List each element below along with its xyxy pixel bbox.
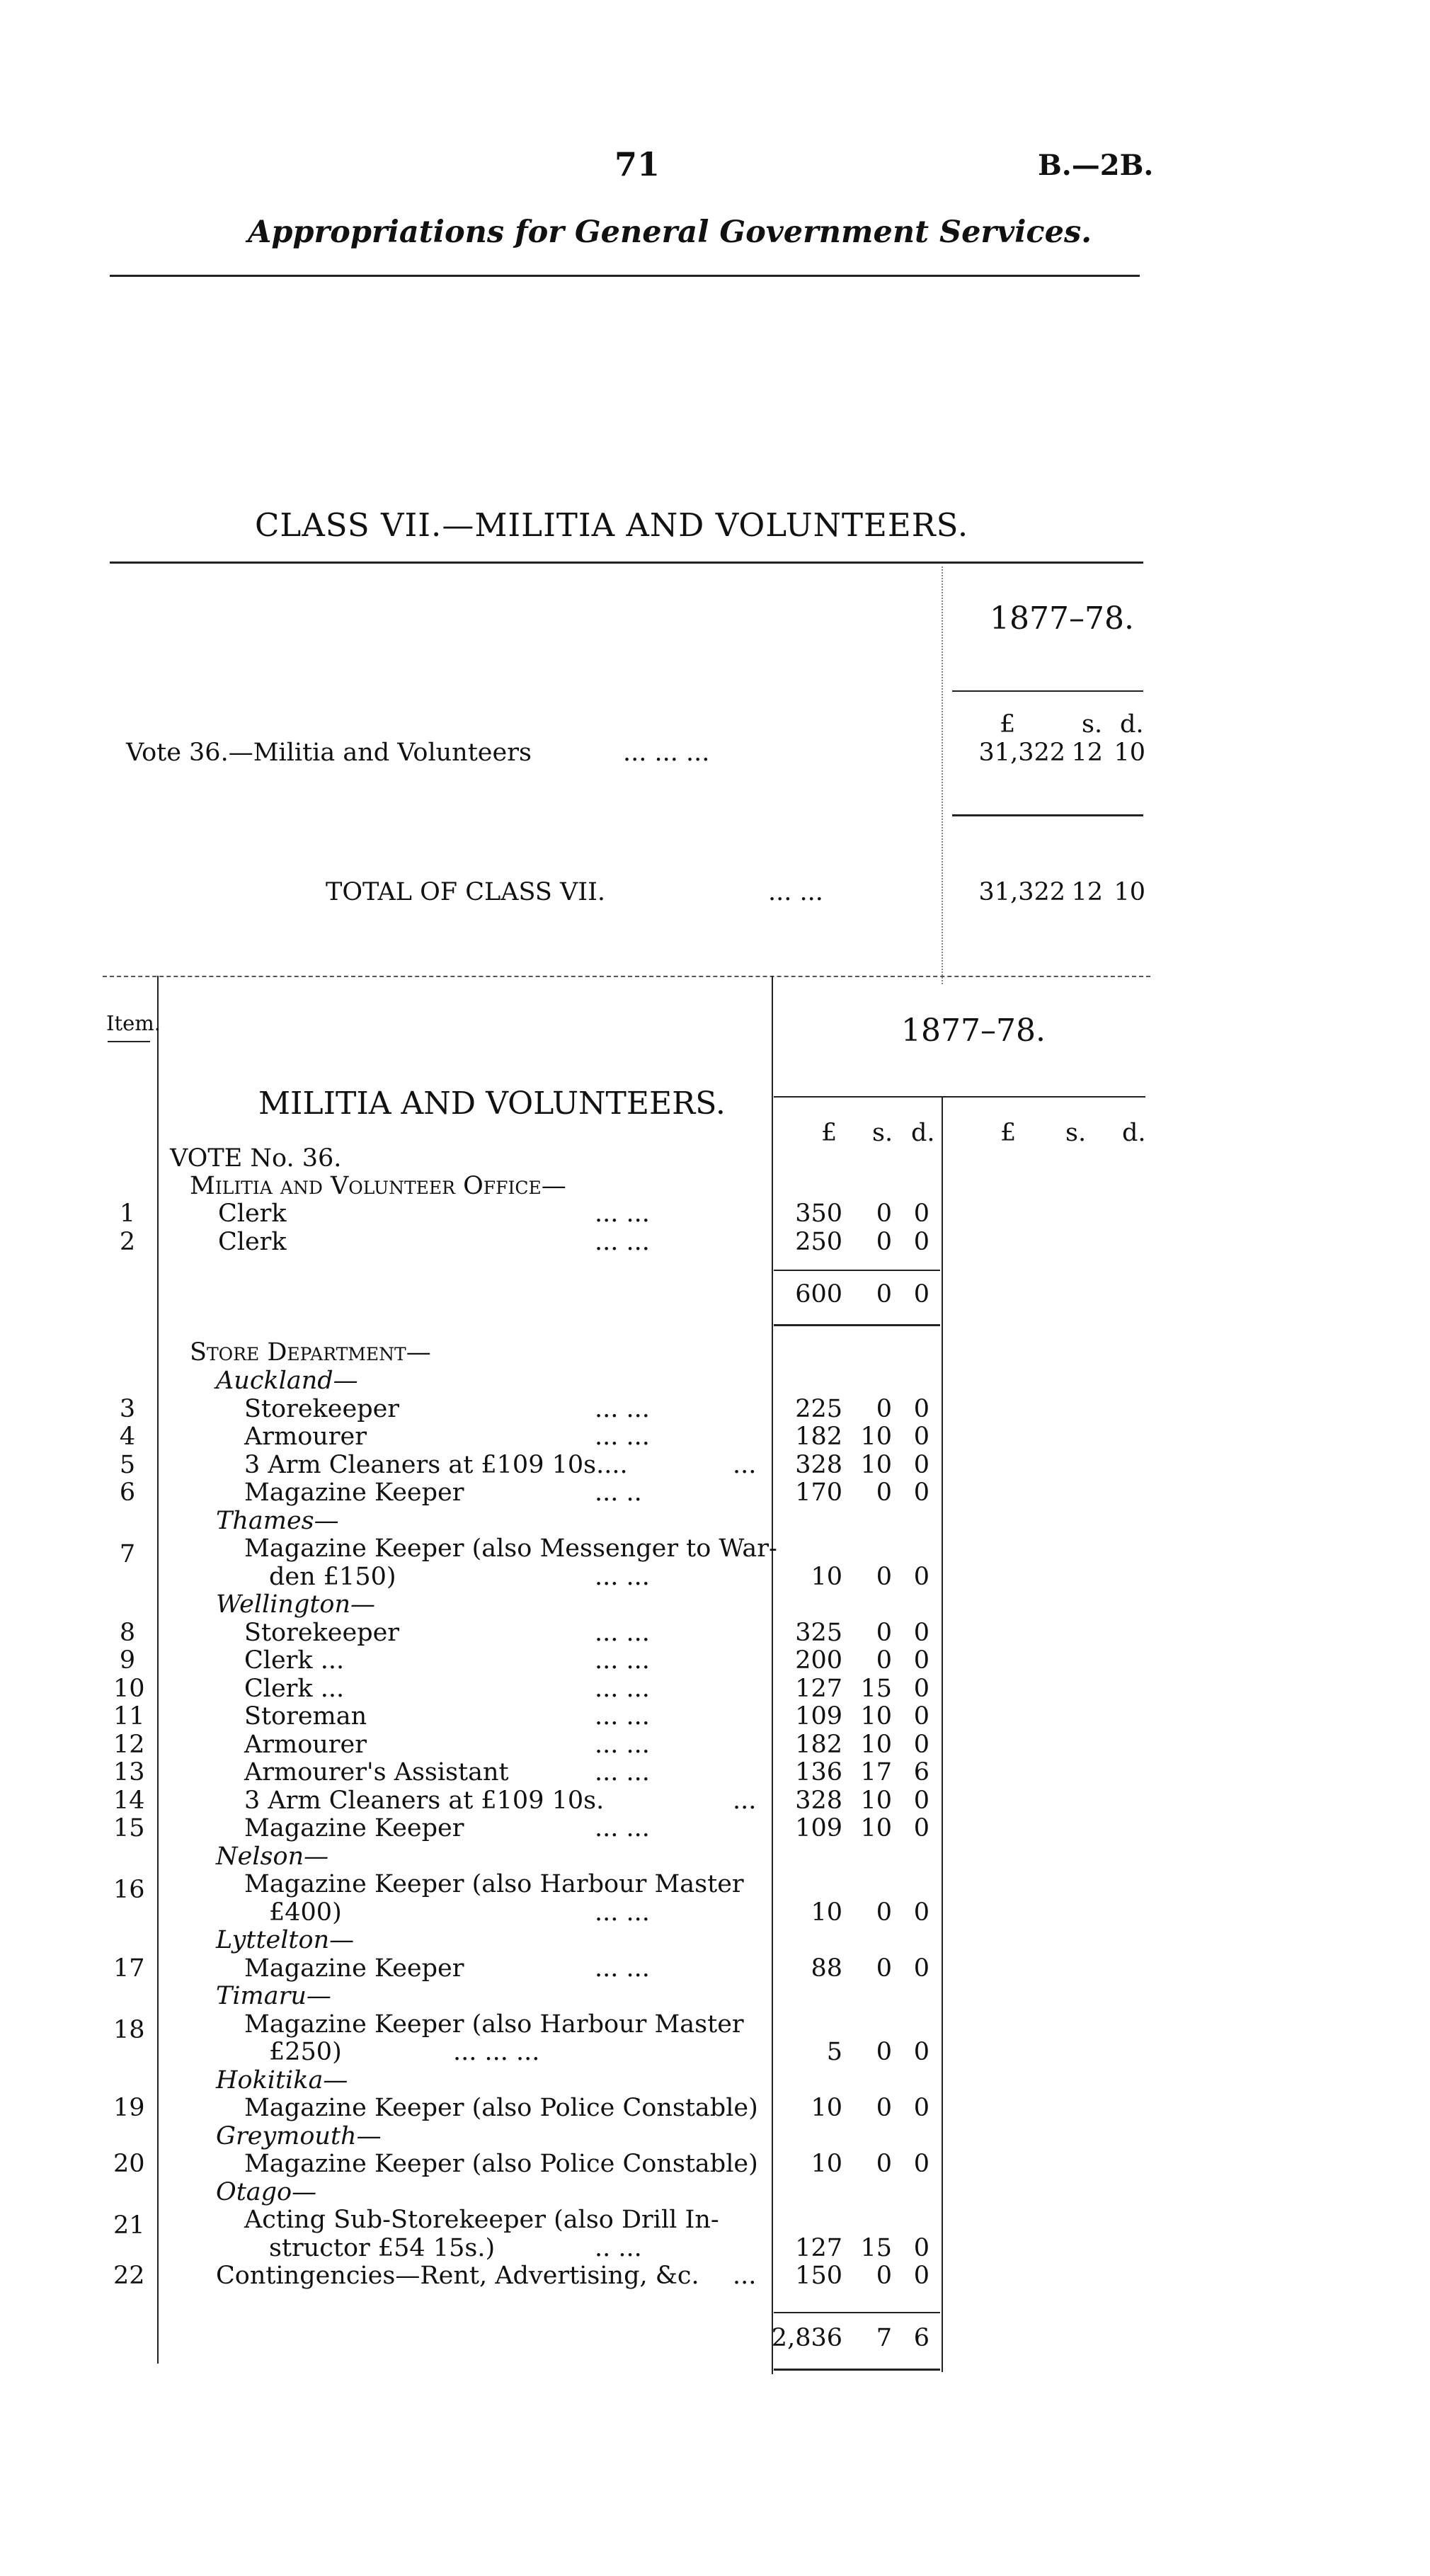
item-number-20: 20 — [113, 2150, 145, 2178]
amount-pence-6: 0 — [913, 1478, 930, 1507]
amount-pounds-19: 10 — [811, 2094, 842, 2122]
vote-heading: VOTE No. 36. — [170, 1144, 342, 1173]
item-description-8: Storekeeper — [244, 1618, 400, 1647]
store-total-pounds: 2,836 — [771, 2324, 842, 2352]
class-total-pounds: 31,322 — [978, 878, 1065, 906]
amount-pence-21: 0 — [913, 2233, 930, 2262]
amount-shillings-2: 0 — [876, 1227, 892, 1256]
item-leader-dots-4: ... ... — [595, 1423, 650, 1451]
amount-shillings-17: 0 — [876, 1954, 892, 1983]
amount-shillings-9: 0 — [876, 1646, 892, 1675]
amount-pounds-10: 127 — [795, 1674, 842, 1703]
summary-pence-header: d. — [1120, 710, 1144, 739]
office-subtotal-shillings: 0 — [876, 1280, 892, 1309]
detail-pence-header-2: d. — [1122, 1119, 1146, 1147]
item-description-21: Acting Sub-Storekeeper (also Drill In- — [244, 2206, 719, 2234]
item-number-16: 16 — [113, 1876, 145, 1904]
item-description-12: Armourer — [244, 1730, 367, 1759]
amount-pounds-5: 328 — [795, 1450, 842, 1479]
item-leader-dots-13: ... ... — [595, 1758, 650, 1786]
item-description-3: Storekeeper — [244, 1394, 400, 1423]
amount-shillings-5: 10 — [860, 1450, 892, 1479]
detail-shillings-header: s. — [872, 1119, 893, 1147]
amount-shillings-6: 0 — [876, 1478, 892, 1507]
amount-shillings-1: 0 — [876, 1199, 892, 1228]
vote-36-pence: 10 — [1114, 739, 1145, 767]
summary-shillings-header: s. — [1082, 710, 1103, 739]
summary-year-rule — [952, 690, 1143, 692]
item-leader-dots-6: ... .. — [595, 1478, 642, 1507]
summary-pounds-header: £ — [1000, 710, 1016, 739]
item-number-3: 3 — [119, 1394, 136, 1423]
store-total-bottom-rule — [774, 2369, 940, 2371]
item-description-9: Clerk ... — [244, 1646, 345, 1675]
item-leader-dots-5: ... — [733, 1450, 757, 1479]
amount-pence-20: 0 — [913, 2150, 930, 2178]
class-total-leader-dots: ... ... — [768, 878, 823, 906]
amount-pence-10: 0 — [913, 1674, 930, 1703]
item-description-20: Magazine Keeper (also Police Constable) — [244, 2150, 758, 2178]
amount-shillings-4: 10 — [860, 1423, 892, 1451]
summary-top-rule — [110, 562, 1143, 564]
amount-pounds-22: 150 — [795, 2262, 842, 2290]
amount-shillings-16: 0 — [876, 1898, 892, 1927]
item-leader-dots-14: ... — [733, 1786, 757, 1815]
item-description-22: Contingencies—Rent, Advertising, &c. — [216, 2262, 699, 2290]
amount-shillings-13: 17 — [860, 1758, 892, 1786]
vote-36-label: Vote 36.—Militia and Volunteers — [126, 739, 532, 767]
class-title: CLASS VII.—MILITIA AND VOLUNTEERS. — [255, 506, 969, 544]
amount-pounds-9: 200 — [795, 1646, 842, 1675]
item-leader-dots-9: ... ... — [595, 1646, 650, 1675]
amount-pounds-14: 328 — [795, 1786, 842, 1815]
detail-shillings-header-2: s. — [1065, 1119, 1087, 1147]
amount-column-divider — [772, 976, 773, 2374]
amount-shillings-21: 15 — [860, 2233, 892, 2262]
amount-shillings-22: 0 — [876, 2262, 892, 2290]
amount-pence-16: 0 — [913, 1898, 930, 1927]
item-number-11: 11 — [113, 1702, 145, 1731]
amount-shillings-15: 10 — [860, 1814, 892, 1842]
item-leader-dots-12: ... ... — [595, 1730, 650, 1759]
item-description-6: Magazine Keeper — [244, 1478, 464, 1507]
header-rule — [110, 275, 1140, 277]
item-number-15: 15 — [113, 1814, 145, 1842]
amount-pounds-1: 350 — [795, 1199, 842, 1228]
amount-pounds-16: 10 — [811, 1898, 842, 1927]
amount-pounds-7: 10 — [811, 1562, 842, 1591]
summary-year: 1877–78. — [990, 600, 1134, 637]
amount-shillings-14: 10 — [860, 1786, 892, 1815]
class-total-label: TOTAL OF CLASS VII. — [326, 878, 606, 906]
item-number-14: 14 — [113, 1786, 145, 1815]
item-number-21: 21 — [113, 2211, 145, 2240]
running-title: Appropriations for General Government Services. — [248, 215, 1092, 250]
item-description-cont-18: £250) — [269, 2038, 342, 2066]
item-column-divider — [157, 976, 159, 2364]
item-description-15: Magazine Keeper — [244, 1814, 464, 1842]
amount-pounds-2: 250 — [795, 1227, 842, 1256]
store-total-pence: 6 — [913, 2324, 930, 2352]
item-number-1: 1 — [119, 1199, 136, 1228]
detail-top-rule — [103, 976, 1150, 977]
item-leader-dots-3: ... ... — [595, 1394, 650, 1423]
item-description-1: Clerk — [218, 1199, 287, 1228]
amount-pence-3: 0 — [913, 1394, 930, 1423]
place-heading-auckland: Auckland— — [216, 1367, 358, 1395]
item-leader-dots-18: ... ... ... — [453, 2038, 540, 2066]
amount-pence-7: 0 — [913, 1562, 930, 1591]
item-leader-dots-11: ... ... — [595, 1702, 650, 1731]
item-description-18: Magazine Keeper (also Harbour Master — [244, 2010, 744, 2039]
item-description-cont-21: structor £54 15s.) — [269, 2233, 496, 2262]
amount-pence-11: 0 — [913, 1702, 930, 1731]
item-number-12: 12 — [113, 1730, 145, 1759]
place-heading-greymouth: Greymouth— — [216, 2121, 382, 2150]
place-heading-timaru: Timaru— — [216, 1982, 331, 2010]
summary-column-divider — [942, 566, 943, 984]
item-leader-dots-7: ... ... — [595, 1562, 650, 1591]
item-number-5: 5 — [119, 1450, 136, 1479]
item-leader-dots-10: ... ... — [595, 1674, 650, 1703]
place-heading-thames: Thames— — [216, 1506, 339, 1535]
summary-total-rule — [952, 814, 1143, 816]
item-description-4: Armourer — [244, 1423, 367, 1451]
class-total-shillings: 12 — [1071, 878, 1103, 906]
amount-shillings-8: 0 — [876, 1618, 892, 1647]
item-description-17: Magazine Keeper — [244, 1954, 464, 1983]
vote-36-leader-dots: ... ... ... — [623, 739, 710, 767]
section-title: MILITIA AND VOLUNTEERS. — [258, 1085, 726, 1122]
item-leader-dots-8: ... ... — [595, 1618, 650, 1647]
detail-pounds-header-2: £ — [1000, 1119, 1017, 1147]
amount-pence-15: 0 — [913, 1814, 930, 1842]
item-description-2: Clerk — [218, 1227, 287, 1256]
amount-pence-1: 0 — [913, 1199, 930, 1228]
amount-pounds-17: 88 — [811, 1954, 842, 1983]
item-leader-dots-17: ... ... — [595, 1954, 650, 1983]
amount-pounds-8: 325 — [795, 1618, 842, 1647]
document-reference: B.—2B. — [1038, 149, 1154, 182]
item-description-7: Magazine Keeper (also Messenger to War- — [244, 1534, 777, 1563]
detail-year-rule — [774, 1096, 1145, 1098]
item-description-10: Clerk ... — [244, 1674, 345, 1703]
subtotal-column-divider — [942, 1098, 943, 2372]
class-total-pence: 10 — [1114, 878, 1145, 906]
item-number-10: 10 — [113, 1674, 145, 1703]
item-number-6: 6 — [119, 1478, 136, 1507]
office-subtotal-pence: 0 — [913, 1280, 930, 1309]
item-leader-dots-15: ... ... — [595, 1814, 650, 1842]
office-subtotal-top-rule — [774, 1270, 940, 1271]
item-header-rule — [108, 1041, 150, 1042]
amount-pence-22: 0 — [913, 2262, 930, 2290]
item-number-2: 2 — [119, 1227, 136, 1256]
amount-pence-14: 0 — [913, 1786, 930, 1815]
amount-pence-13: 6 — [913, 1758, 930, 1786]
item-column-header: Item. — [106, 1011, 161, 1035]
place-heading-nelson: Nelson— — [216, 1842, 329, 1871]
place-heading-lyttelton: Lyttelton— — [216, 1926, 355, 1954]
office-subtotal-pounds: 600 — [795, 1280, 842, 1309]
amount-pence-17: 0 — [913, 1954, 930, 1983]
item-description-19: Magazine Keeper (also Police Constable) — [244, 2094, 758, 2122]
amount-shillings-18: 0 — [876, 2038, 892, 2066]
amount-pounds-12: 182 — [795, 1730, 842, 1759]
item-number-13: 13 — [113, 1758, 145, 1786]
amount-pounds-15: 109 — [795, 1814, 842, 1842]
office-subtotal-bottom-rule — [774, 1324, 940, 1326]
item-leader-dots-21: .. ... — [595, 2233, 642, 2262]
item-description-14: 3 Arm Cleaners at £109 10s. — [244, 1786, 605, 1815]
amount-shillings-19: 0 — [876, 2094, 892, 2122]
item-number-22: 22 — [113, 2262, 145, 2290]
item-description-cont-16: £400) — [269, 1898, 342, 1927]
item-leader-dots-16: ... ... — [595, 1898, 650, 1927]
place-heading-wellington: Wellington— — [216, 1590, 376, 1619]
place-heading-hokitika: Hokitika— — [216, 2065, 348, 2095]
detail-pence-header: d. — [911, 1119, 935, 1147]
item-number-18: 18 — [113, 2015, 145, 2044]
item-leader-dots-1: ... ... — [595, 1199, 650, 1228]
item-description-cont-7: den £150) — [269, 1562, 396, 1591]
amount-pence-19: 0 — [913, 2094, 930, 2122]
amount-pence-2: 0 — [913, 1227, 930, 1256]
amount-pence-12: 0 — [913, 1730, 930, 1759]
place-heading-otago: Otago— — [216, 2177, 317, 2206]
item-description-13: Armourer's Assistant — [244, 1758, 509, 1786]
vote-36-pounds: 31,322 — [978, 739, 1065, 767]
amount-pounds-13: 136 — [795, 1758, 842, 1786]
item-leader-dots-2: ... ... — [595, 1227, 650, 1256]
amount-pence-4: 0 — [913, 1423, 930, 1451]
amount-pence-18: 0 — [913, 2038, 930, 2066]
vote-36-shillings: 12 — [1071, 739, 1103, 767]
item-number-8: 8 — [119, 1618, 136, 1647]
amount-shillings-11: 10 — [860, 1702, 892, 1731]
amount-pounds-11: 109 — [795, 1702, 842, 1731]
amount-pounds-21: 127 — [795, 2233, 842, 2262]
store-department-heading: Store Department— — [190, 1338, 431, 1367]
amount-shillings-10: 15 — [860, 1674, 892, 1703]
page-number: 71 — [614, 145, 660, 183]
store-total-shillings: 7 — [876, 2324, 892, 2352]
amount-shillings-3: 0 — [876, 1394, 892, 1423]
amount-shillings-20: 0 — [876, 2150, 892, 2178]
amount-pounds-4: 182 — [795, 1423, 842, 1451]
item-number-7: 7 — [119, 1540, 136, 1568]
item-number-4: 4 — [119, 1423, 136, 1451]
detail-pounds-header: £ — [821, 1119, 837, 1147]
amount-pence-5: 0 — [913, 1450, 930, 1479]
item-description-11: Storeman — [244, 1702, 367, 1731]
amount-shillings-7: 0 — [876, 1562, 892, 1591]
item-number-17: 17 — [113, 1954, 145, 1983]
amount-pounds-3: 225 — [795, 1394, 842, 1423]
amount-pence-9: 0 — [913, 1646, 930, 1675]
amount-pounds-20: 10 — [811, 2150, 842, 2178]
detail-year: 1877–78. — [901, 1013, 1046, 1049]
item-leader-dots-22: ... — [733, 2262, 757, 2290]
amount-pounds-6: 170 — [795, 1478, 842, 1507]
amount-shillings-12: 10 — [860, 1730, 892, 1759]
amount-pounds-18: 5 — [826, 2038, 842, 2066]
item-number-9: 9 — [119, 1646, 136, 1675]
item-number-19: 19 — [113, 2094, 145, 2122]
amount-pence-8: 0 — [913, 1618, 930, 1647]
office-heading: Militia and Volunteer Office— — [190, 1172, 566, 1200]
store-total-top-rule — [774, 2312, 940, 2313]
item-description-16: Magazine Keeper (also Harbour Master — [244, 1870, 744, 1898]
item-description-5: 3 Arm Cleaners at £109 10s.... — [244, 1450, 628, 1479]
